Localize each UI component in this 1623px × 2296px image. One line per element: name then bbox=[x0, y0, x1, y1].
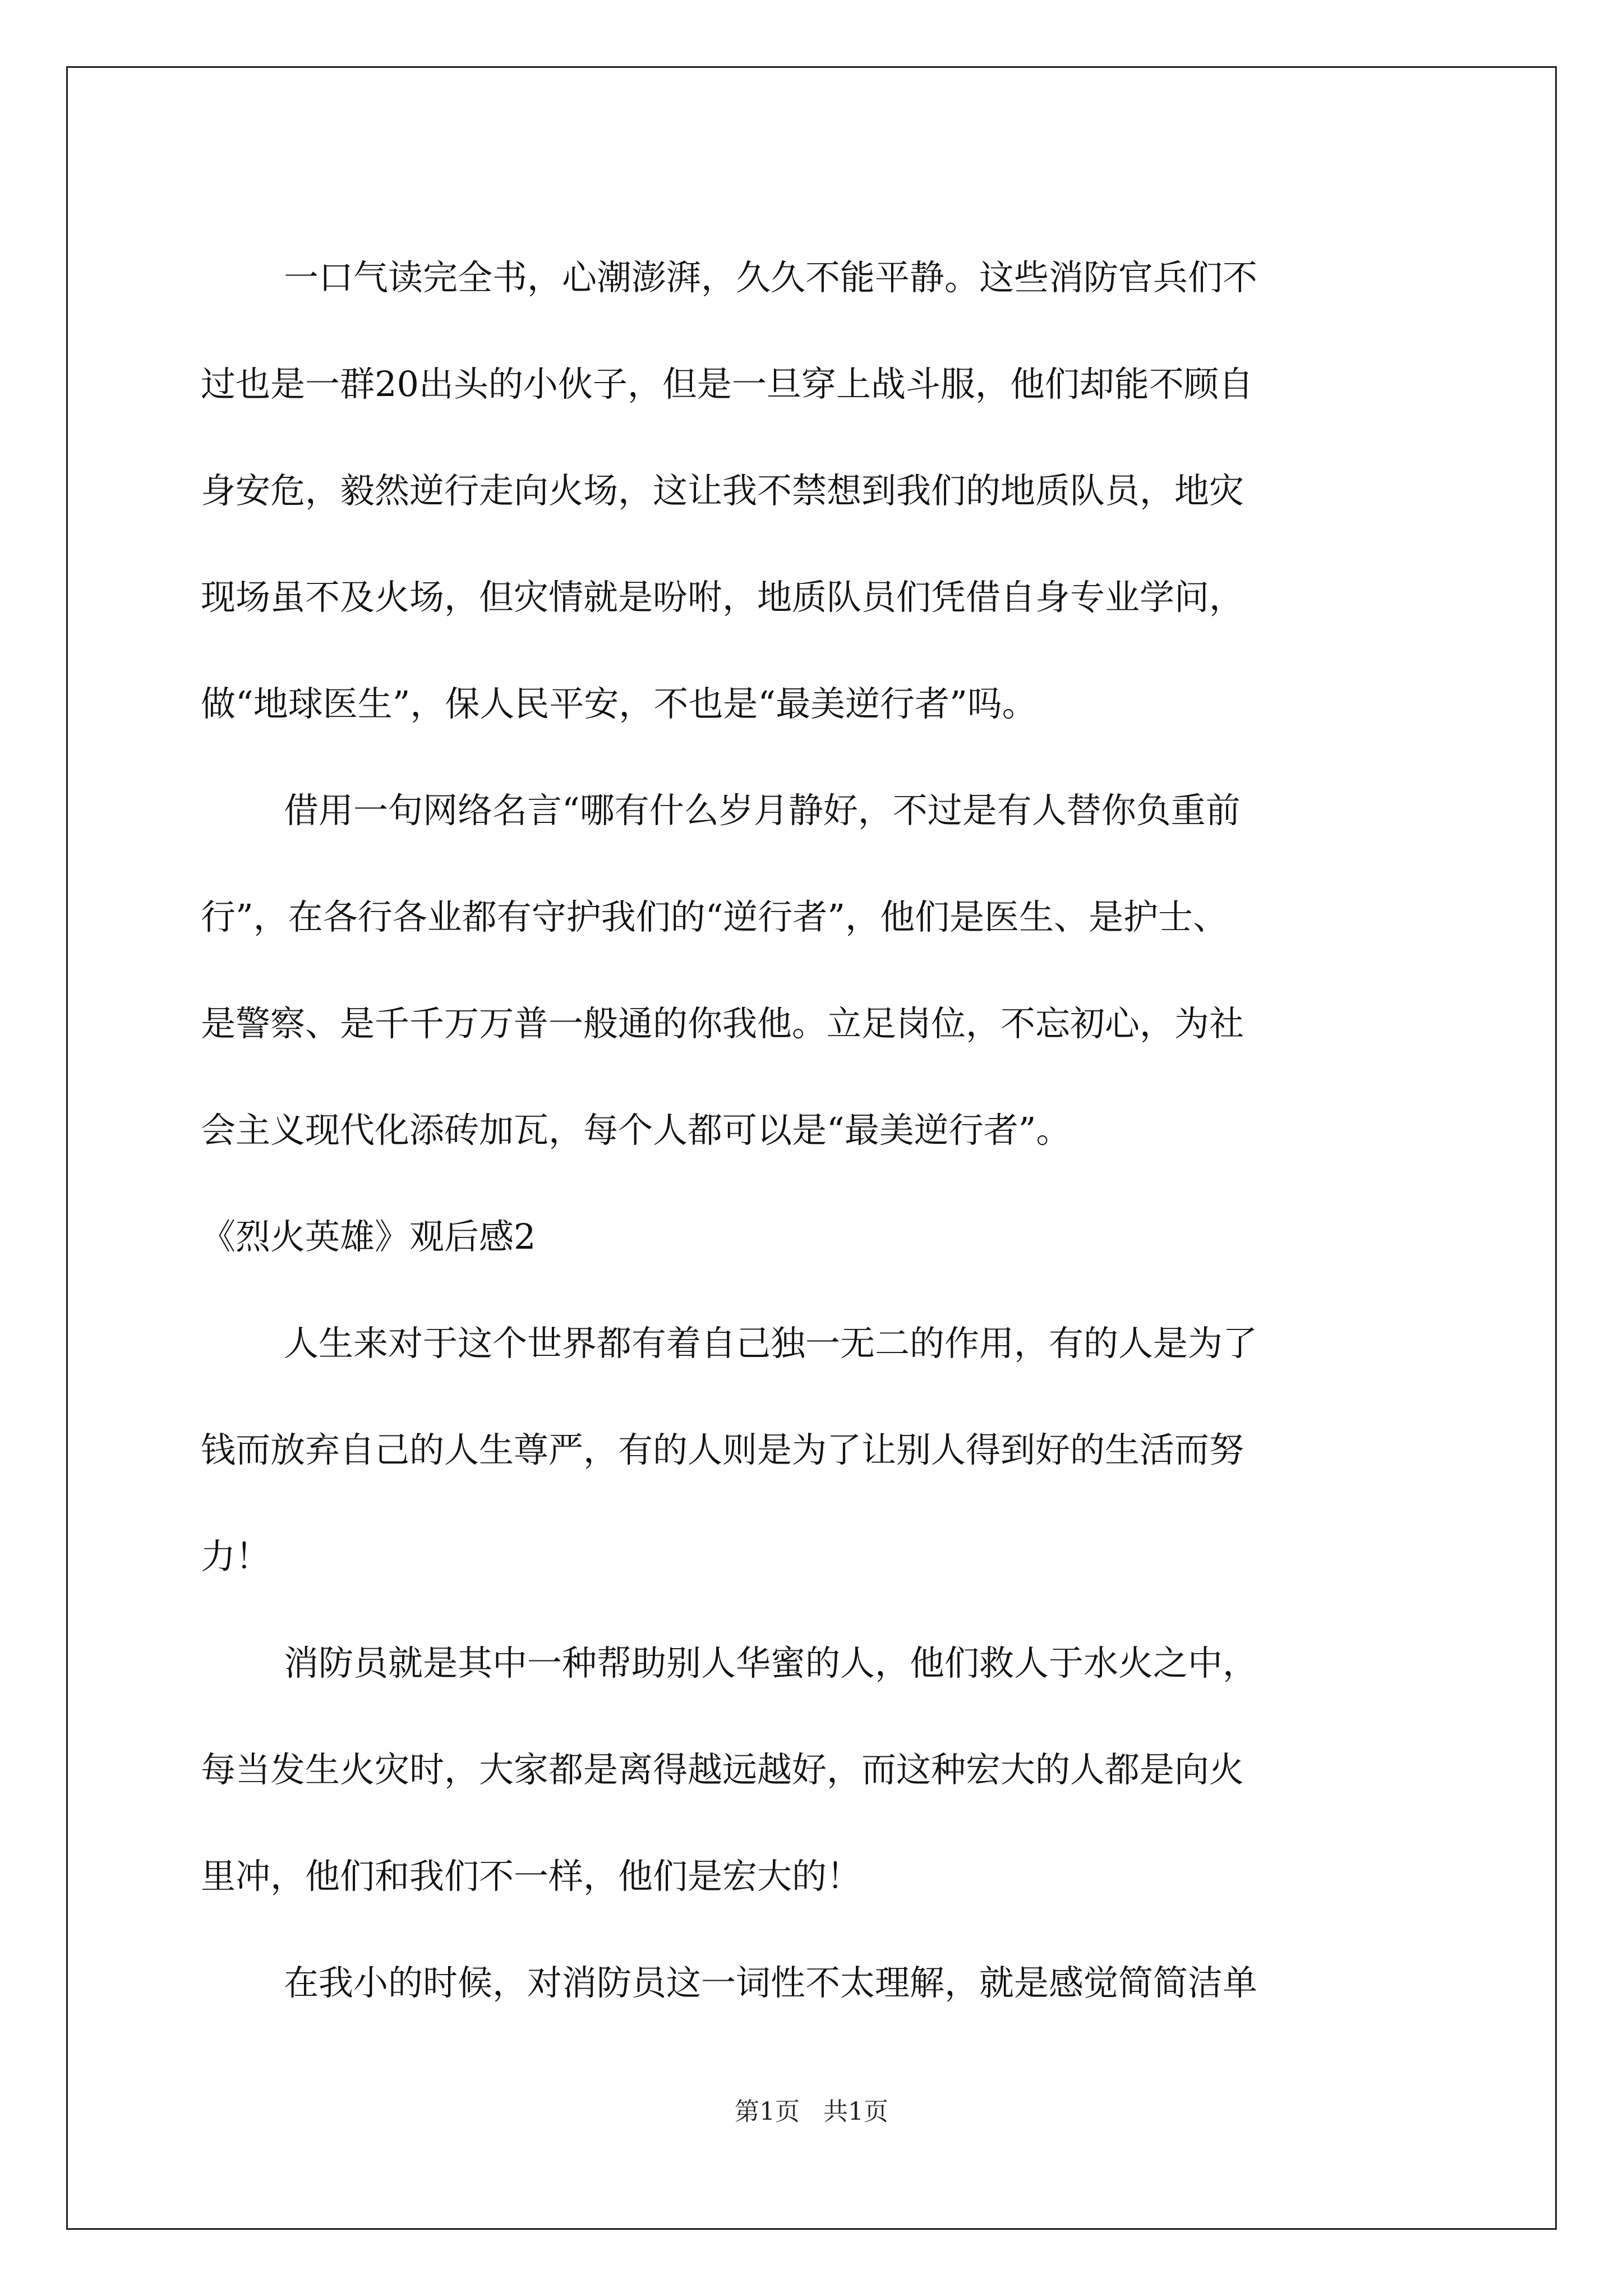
text-line: 在我小的时候，对消防员这一词性不太理解，就是感觉简简洁单 bbox=[284, 1962, 1258, 2003]
text-line: 是警察、是千千万万普一般通的你我他。立足岗位，不忘初心，为社 bbox=[201, 1003, 1244, 1044]
paragraph-2 bbox=[201, 757, 1423, 1184]
paragraph-3 bbox=[201, 1290, 1423, 1610]
text-line: 力！ bbox=[201, 1536, 271, 1577]
text-line: 每当发生火灾时，大家都是离得越远越好，而这种宏大的人都是向火 bbox=[201, 1749, 1244, 1790]
text-line: 人生来对于这个世界都有着自己独一无二的作用，有的人是为了 bbox=[284, 1323, 1258, 1364]
page-footer bbox=[0, 2095, 1623, 2129]
document-body bbox=[201, 224, 1423, 2036]
text-line: 消防员就是其中一种帮助别人华蜜的人，他们救人于水火之中， bbox=[284, 1642, 1258, 1683]
text-line: 现场虽不及火场，但灾情就是吩咐，地质队员们凭借自身专业学问， bbox=[201, 577, 1244, 618]
text-line: 身安危，毅然逆行走向火场，这让我不禁想到我们的地质队员，地灾 bbox=[201, 470, 1244, 511]
section-heading bbox=[201, 1184, 1423, 1290]
text-line: 过也是一群20出头的小伙子，但是一旦穿上战斗服，他们却能不顾自 bbox=[201, 364, 1253, 404]
text-line: 借用一句网络名言“哪有什么岁月静好，不过是有人替你负重前 bbox=[284, 790, 1241, 831]
text-line: 钱而放弃自己的人生尊严，有的人则是为了让别人得到好的生活而努 bbox=[201, 1429, 1244, 1470]
paragraph-1 bbox=[201, 224, 1423, 757]
text-line: 会主义现代化添砖加瓦，每个人都可以是“最美逆行者”。 bbox=[201, 1110, 1071, 1151]
text-line: 做“地球医生”，保人民平安，不也是“最美逆行者”吗。 bbox=[201, 683, 1037, 724]
text-line: 一口气读完全书，心潮澎湃，久久不能平静。这些消防官兵们不 bbox=[284, 257, 1258, 298]
page-total: 共1页 bbox=[823, 2097, 888, 2126]
paragraph-4 bbox=[201, 1610, 1423, 1930]
text-line: 行”，在各行各业都有守护我们的“逆行者”，他们是医生、是护士、 bbox=[201, 896, 1228, 937]
text-line: 里冲，他们和我们不一样，他们是宏大的！ bbox=[201, 1856, 862, 1897]
heading-text: 《烈火英雄》观后感2 bbox=[201, 1216, 536, 1257]
paragraph-5 bbox=[201, 1930, 1423, 2036]
page-number: 第1页 bbox=[735, 2097, 800, 2126]
